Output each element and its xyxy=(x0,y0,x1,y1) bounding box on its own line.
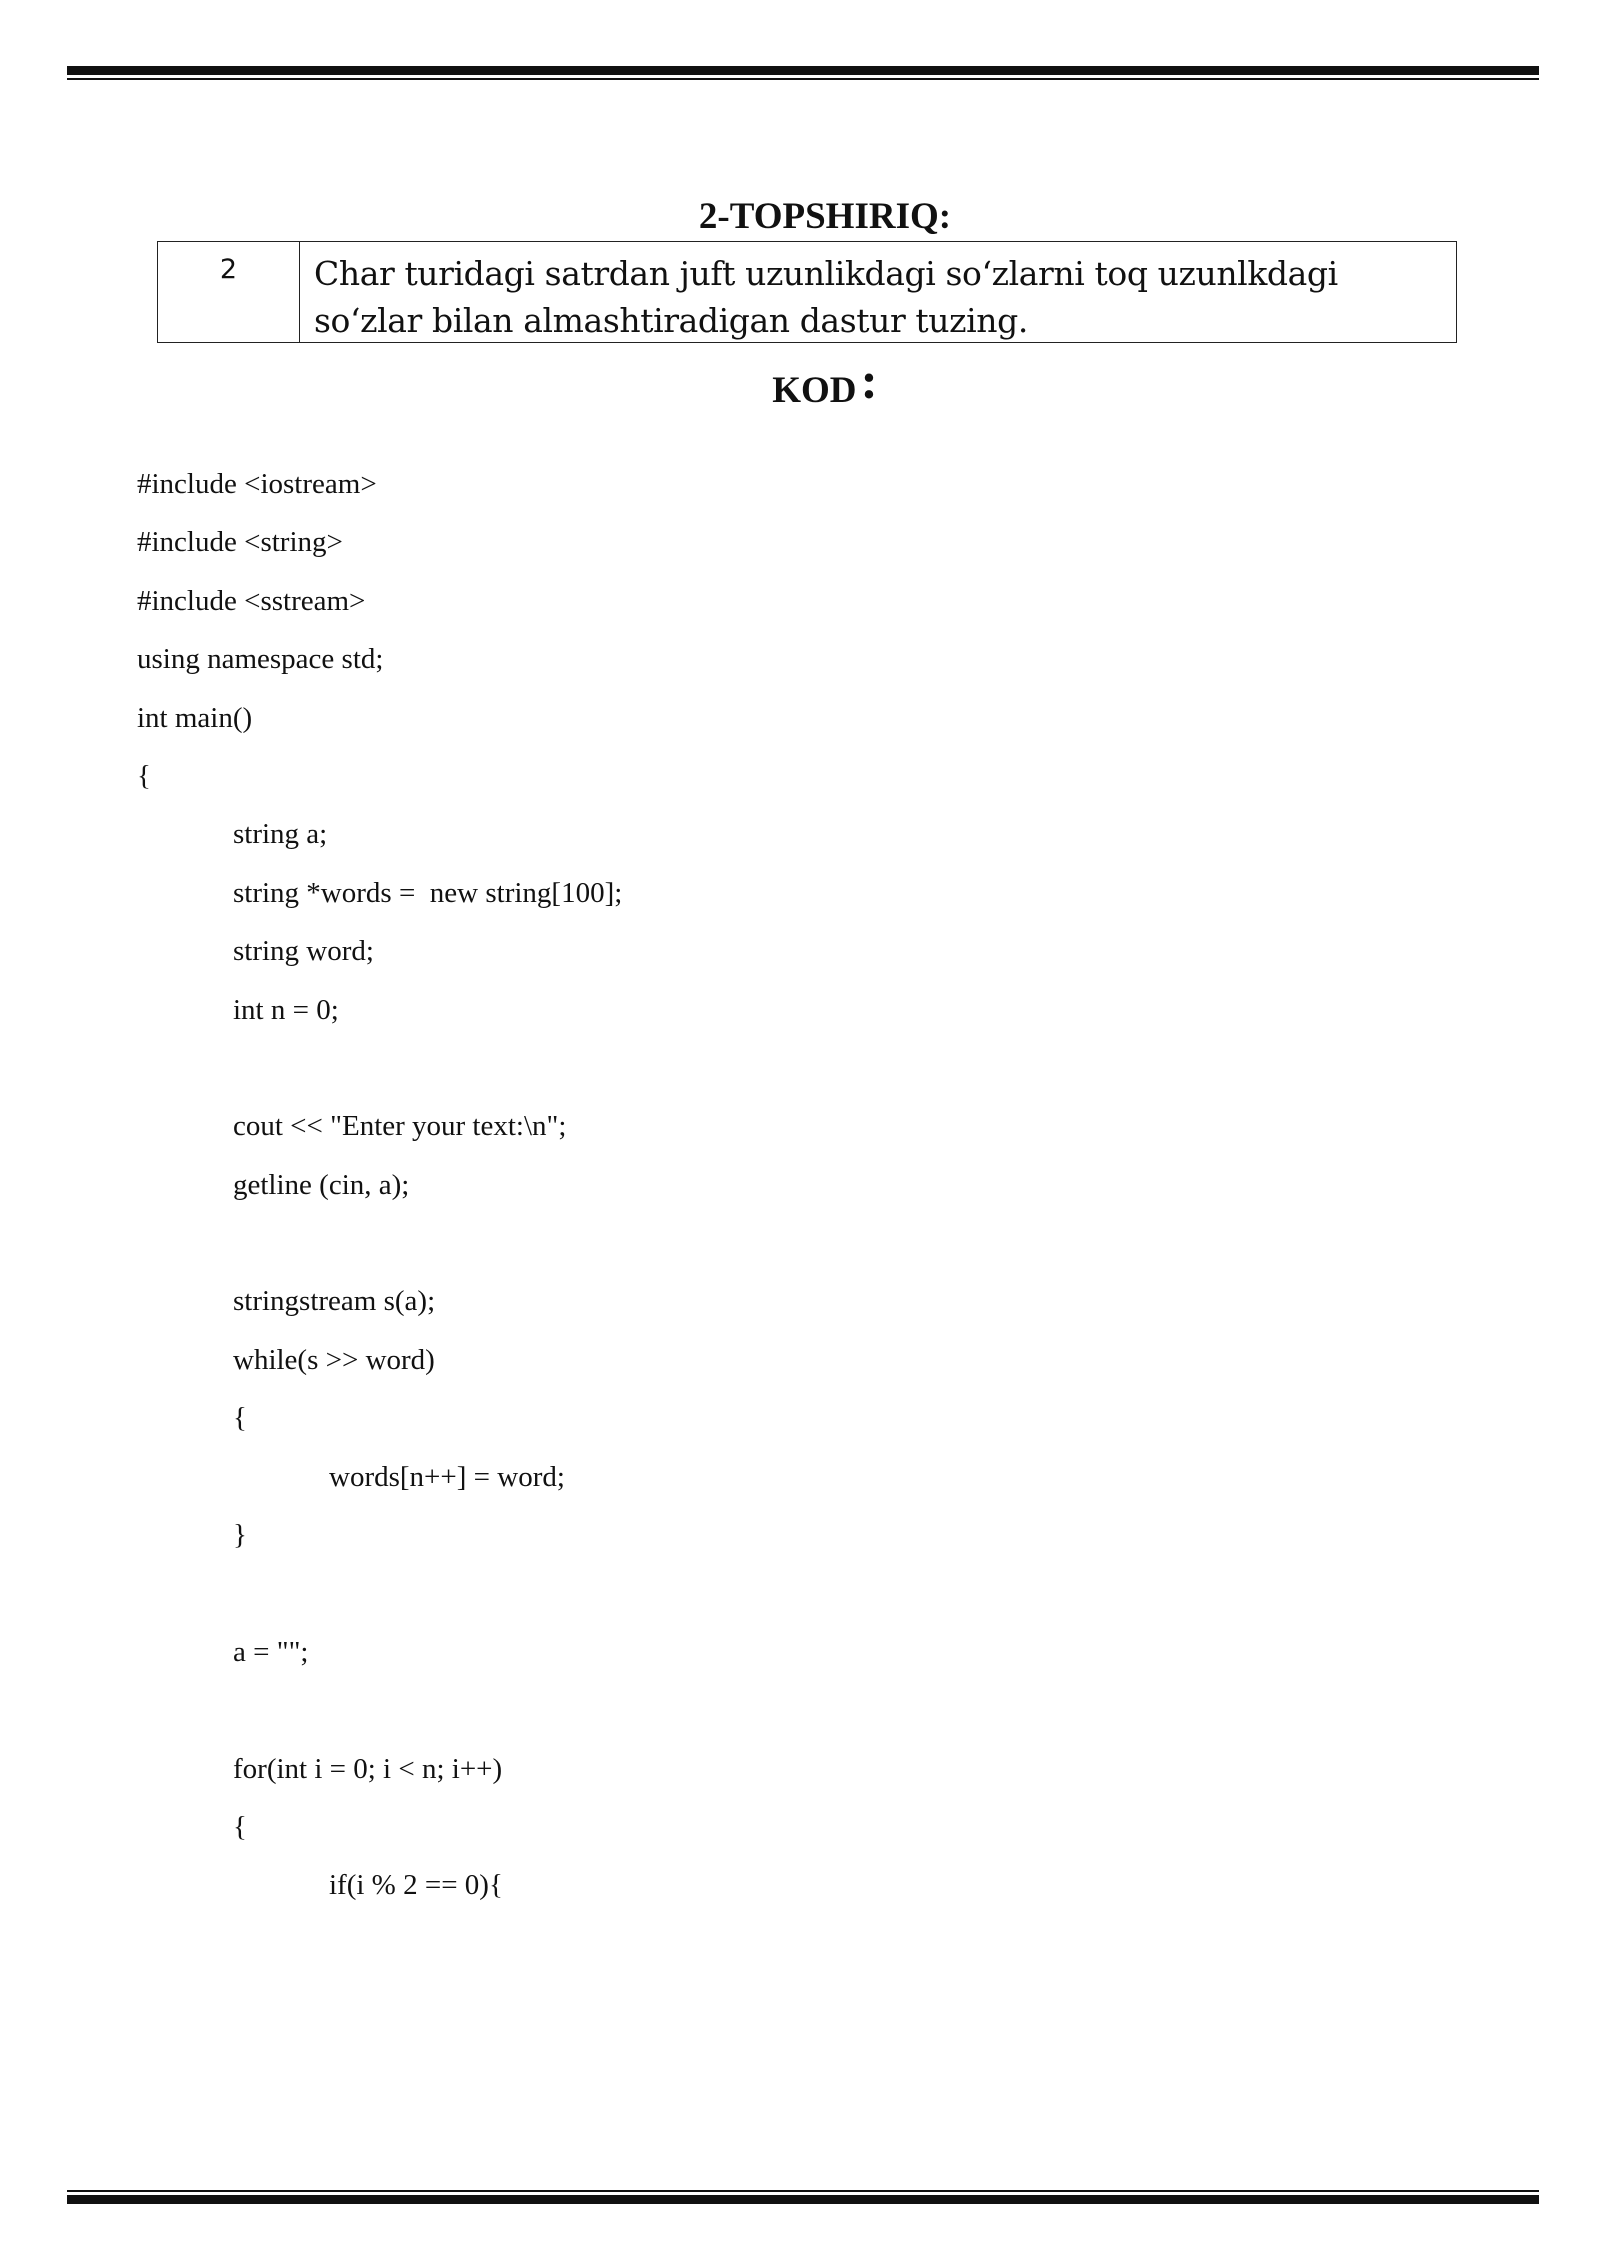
code-line: a = ""; xyxy=(233,1635,309,1668)
task-number-cell: 2 xyxy=(158,242,300,342)
code-line: stringstream s(a); xyxy=(233,1285,436,1318)
code-line xyxy=(137,1050,1517,1108)
code-line: #include <iostream> xyxy=(137,468,377,500)
code-line: using namespace std; xyxy=(137,643,384,676)
code-line: int main() xyxy=(137,701,253,734)
code-line: if(i % 2 == 0){ xyxy=(329,1869,503,1902)
code-line: string word; xyxy=(233,935,374,968)
code-line: while(s >> word) xyxy=(233,1343,435,1376)
bottom-border-thick-line xyxy=(67,2195,1539,2204)
code-heading-label: KOD xyxy=(772,370,857,411)
code-line: for(int i = 0; i < n; i++) xyxy=(233,1752,503,1785)
code-line: int n = 0; xyxy=(233,993,339,1026)
code-line: { xyxy=(137,759,151,792)
code-line: } xyxy=(233,1519,247,1552)
top-border-thin-line xyxy=(67,78,1539,80)
code-block xyxy=(137,466,1517,1926)
top-border-thick-line xyxy=(67,66,1539,75)
code-line: string a; xyxy=(233,818,328,851)
code-line: getline (cin, a); xyxy=(233,1168,410,1201)
code-line: #include <string> xyxy=(137,526,343,559)
top-page-border xyxy=(67,66,1539,80)
code-heading xyxy=(0,353,1600,412)
code-line xyxy=(137,1692,1517,1750)
code-line: words[n++] = word; xyxy=(329,1460,565,1493)
code-line: string *words = new string[100]; xyxy=(233,876,623,909)
code-line xyxy=(137,1225,1517,1283)
code-line: { xyxy=(233,1810,247,1843)
task-heading: 2-TOPSHIRIQ: xyxy=(698,196,952,237)
bottom-page-border xyxy=(67,2190,1539,2204)
task-table xyxy=(157,241,1457,343)
code-line: cout << "Enter your text:\n"; xyxy=(233,1110,567,1143)
code-line xyxy=(137,1575,1517,1633)
bottom-border-thin-line xyxy=(67,2190,1539,2192)
code-line: #include <sstream> xyxy=(137,584,366,617)
code-heading-colon: : xyxy=(860,353,878,410)
code-line: { xyxy=(233,1402,247,1435)
task-description-cell: Char turidagi satrdan juft uzunlikdagi so‘zlarni toq uzunlkdagi so‘zlar bilan almashtiradigan dastur tuzing. xyxy=(314,254,1338,340)
